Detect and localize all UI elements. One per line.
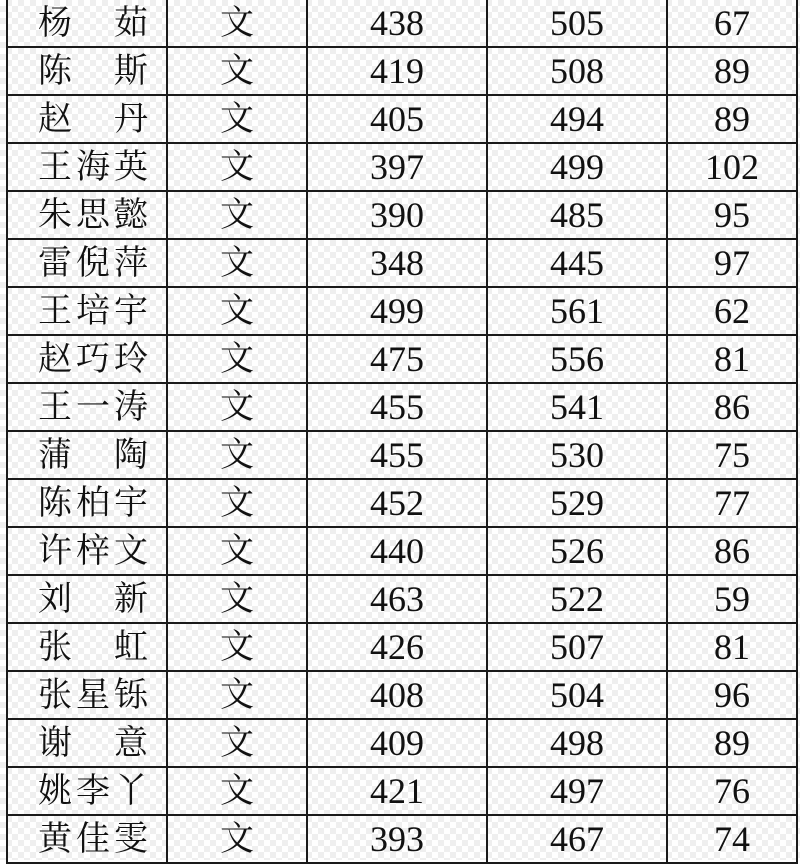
score-c-cell: 81: [667, 623, 797, 671]
score-c-cell: 89: [667, 95, 797, 143]
table-row: [7, 671, 797, 719]
student-name-cell: 蒲 陶: [7, 431, 167, 479]
category-cell: 文: [167, 47, 307, 95]
category-cell: 文: [167, 623, 307, 671]
table-row: [7, 143, 797, 191]
score-b-cell: 508: [487, 47, 667, 95]
score-a-cell: 390: [307, 191, 487, 239]
category-cell: 文: [167, 431, 307, 479]
score-b-cell: 498: [487, 719, 667, 767]
student-name-cell: 赵 丹: [7, 95, 167, 143]
score-a-cell: 463: [307, 575, 487, 623]
score-a-cell: 455: [307, 383, 487, 431]
score-b-cell: 505: [487, 0, 667, 47]
score-c-cell: 86: [667, 527, 797, 575]
score-table: [6, 0, 798, 864]
score-c-cell: 102: [667, 143, 797, 191]
score-c-cell: 74: [667, 815, 797, 863]
score-a-cell: 440: [307, 527, 487, 575]
score-table-body: [7, 0, 797, 863]
score-b-cell: 485: [487, 191, 667, 239]
category-cell: 文: [167, 239, 307, 287]
student-name-cell: 张星铄: [7, 671, 167, 719]
table-row: [7, 335, 797, 383]
score-b-cell: 445: [487, 239, 667, 287]
category-cell: 文: [167, 575, 307, 623]
student-name-cell: 姚李丫: [7, 767, 167, 815]
student-name-cell: 雷倪萍: [7, 239, 167, 287]
score-b-cell: 499: [487, 143, 667, 191]
score-c-cell: 81: [667, 335, 797, 383]
category-cell: 文: [167, 719, 307, 767]
score-a-cell: 426: [307, 623, 487, 671]
table-row: [7, 479, 797, 527]
table-row: [7, 431, 797, 479]
category-cell: 文: [167, 815, 307, 863]
table-row: [7, 383, 797, 431]
score-c-cell: 89: [667, 719, 797, 767]
table-row: [7, 191, 797, 239]
student-name-cell: 朱思懿: [7, 191, 167, 239]
score-a-cell: 421: [307, 767, 487, 815]
score-b-cell: 526: [487, 527, 667, 575]
score-b-cell: 494: [487, 95, 667, 143]
score-a-cell: 408: [307, 671, 487, 719]
score-b-cell: 561: [487, 287, 667, 335]
table-row: [7, 719, 797, 767]
category-cell: 文: [167, 143, 307, 191]
score-b-cell: 541: [487, 383, 667, 431]
score-a-cell: 348: [307, 239, 487, 287]
score-a-cell: 405: [307, 95, 487, 143]
score-a-cell: 419: [307, 47, 487, 95]
score-b-cell: 504: [487, 671, 667, 719]
student-name-cell: 许梓文: [7, 527, 167, 575]
score-c-cell: 67: [667, 0, 797, 47]
table-row: [7, 95, 797, 143]
score-c-cell: 96: [667, 671, 797, 719]
score-a-cell: 499: [307, 287, 487, 335]
score-a-cell: 397: [307, 143, 487, 191]
score-a-cell: 393: [307, 815, 487, 863]
score-a-cell: 475: [307, 335, 487, 383]
score-b-cell: 522: [487, 575, 667, 623]
category-cell: 文: [167, 95, 307, 143]
category-cell: 文: [167, 191, 307, 239]
student-name-cell: 王海英: [7, 143, 167, 191]
student-name-cell: 黄佳雯: [7, 815, 167, 863]
student-name-cell: 谢 意: [7, 719, 167, 767]
table-row: [7, 575, 797, 623]
category-cell: 文: [167, 335, 307, 383]
student-name-cell: 王一涛: [7, 383, 167, 431]
category-cell: 文: [167, 287, 307, 335]
table-row: [7, 815, 797, 863]
category-cell: 文: [167, 383, 307, 431]
score-b-cell: 529: [487, 479, 667, 527]
category-cell: 文: [167, 527, 307, 575]
score-a-cell: 452: [307, 479, 487, 527]
score-c-cell: 86: [667, 383, 797, 431]
student-name-cell: 刘 新: [7, 575, 167, 623]
table-row: [7, 287, 797, 335]
category-cell: 文: [167, 0, 307, 47]
score-b-cell: 467: [487, 815, 667, 863]
table-row: [7, 47, 797, 95]
score-c-cell: 97: [667, 239, 797, 287]
table-row: [7, 239, 797, 287]
score-b-cell: 507: [487, 623, 667, 671]
score-b-cell: 497: [487, 767, 667, 815]
score-a-cell: 409: [307, 719, 487, 767]
student-name-cell: 王培宇: [7, 287, 167, 335]
score-a-cell: 455: [307, 431, 487, 479]
score-c-cell: 75: [667, 431, 797, 479]
category-cell: 文: [167, 767, 307, 815]
table-row: [7, 0, 797, 47]
table-row: [7, 527, 797, 575]
score-c-cell: 77: [667, 479, 797, 527]
category-cell: 文: [167, 671, 307, 719]
student-name-cell: 杨 茹: [7, 0, 167, 47]
score-b-cell: 530: [487, 431, 667, 479]
student-name-cell: 赵巧玲: [7, 335, 167, 383]
score-c-cell: 62: [667, 287, 797, 335]
score-c-cell: 95: [667, 191, 797, 239]
score-c-cell: 89: [667, 47, 797, 95]
score-c-cell: 59: [667, 575, 797, 623]
table-row: [7, 623, 797, 671]
table-row: [7, 767, 797, 815]
category-cell: 文: [167, 479, 307, 527]
score-c-cell: 76: [667, 767, 797, 815]
student-name-cell: 张 虹: [7, 623, 167, 671]
score-a-cell: 438: [307, 0, 487, 47]
student-name-cell: 陈柏宇: [7, 479, 167, 527]
score-b-cell: 556: [487, 335, 667, 383]
student-name-cell: 陈 斯: [7, 47, 167, 95]
